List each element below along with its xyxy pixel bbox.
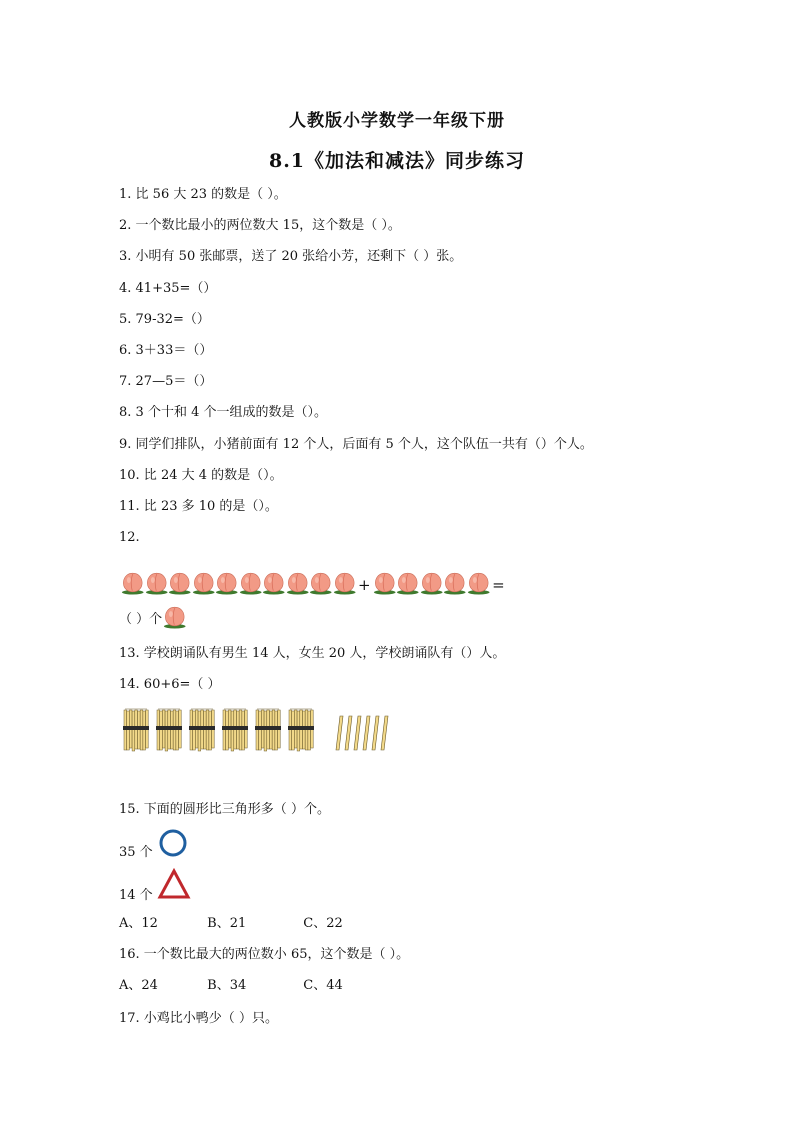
q15-option-b[interactable]: B、21 — [207, 916, 247, 931]
peach-icon — [467, 569, 491, 595]
peach-icon — [121, 569, 145, 595]
worksheet-subtitle: 8.1《加法和减法》同步练习 — [268, 150, 526, 172]
peach-icon — [192, 569, 216, 595]
q12-left-peaches — [121, 569, 356, 595]
peach-icon — [443, 569, 467, 595]
triangle-count-label: 14 个 — [119, 888, 153, 903]
q16-option-b[interactable]: B、34 — [207, 978, 247, 993]
q12-answer-text: （ ）个 — [119, 612, 163, 627]
stick-bundle-icon — [221, 707, 249, 753]
question-3: 3. 小明有 50 张邮票，送了 20 张给小芳，还剩下（ ）张。 — [119, 249, 463, 264]
peach-icon — [309, 569, 333, 595]
circle-icon — [158, 828, 188, 858]
stick-bundle-icon — [287, 707, 315, 753]
q14-stick-bundles — [122, 707, 394, 753]
equals-sign: = — [492, 576, 505, 594]
question-17: 17. 小鸡比小鸭少（ ）只。 — [119, 1011, 278, 1026]
q15-option-a[interactable]: A、12 — [119, 916, 158, 931]
peach-icon — [215, 569, 239, 595]
question-9: 9. 同学们排队，小猪前面有 12 个人，后面有 5 个人，这个队伍一共有（）个人。 — [119, 437, 593, 452]
triangle-icon — [157, 868, 191, 900]
bundle-group — [122, 707, 320, 753]
peach-icon — [262, 569, 286, 595]
q15-option-c[interactable]: C、22 — [303, 916, 343, 931]
peach-icon — [420, 569, 444, 595]
question-15: 15. 下面的圆形比三角形多（ ）个。 — [119, 802, 330, 817]
peach-icon — [168, 569, 192, 595]
question-5: 5. 79-32=（） — [119, 312, 210, 327]
question-16: 16. 一个数比最大的两位数小 65，这个数是（ ）。 — [119, 947, 410, 962]
question-4: 4. 41+35=（） — [119, 281, 217, 296]
circle-count-label: 35 个 — [119, 845, 153, 860]
stick-bundle-icon — [254, 707, 282, 753]
q12-right-peaches — [373, 569, 491, 595]
question-6: 6. 3＋33＝（） — [119, 343, 213, 358]
plus-sign: + — [358, 576, 371, 594]
question-11: 11. 比 23 多 10 的是（）。 — [119, 499, 278, 514]
peach-icon — [333, 569, 357, 595]
question-7: 7. 27—5＝（） — [119, 374, 213, 389]
stick-bundle-icon — [155, 707, 183, 753]
q16-options — [119, 977, 343, 995]
question-8: 8. 3 个十和 4 个一组成的数是（）。 — [119, 405, 327, 420]
question-14: 14. 60+6=（ ） — [119, 677, 221, 692]
peach-icon — [373, 569, 397, 595]
peach-icon — [163, 603, 187, 629]
question-10: 10. 比 24 大 4 的数是（）。 — [119, 468, 283, 483]
stick-bundle-icon — [122, 707, 150, 753]
peach-icon — [145, 569, 169, 595]
q12-answer-line — [119, 603, 187, 629]
peach-icon — [163, 603, 187, 629]
question-13: 13. 学校朗诵队有男生 14 人，女生 20 人，学校朗诵队有（）人。 — [119, 646, 506, 661]
worksheet-title: 人教版小学数学一年级下册 — [289, 111, 505, 131]
peach-icon — [239, 569, 263, 595]
q12-peach-equation — [121, 567, 507, 595]
single-sticks-icon — [330, 713, 394, 753]
peach-icon — [286, 569, 310, 595]
q15-options — [119, 915, 343, 933]
question-2: 2. 一个数比最小的两位数大 15，这个数是（ ）。 — [119, 218, 401, 233]
question-1: 1. 比 56 大 23 的数是（ ）。 — [119, 187, 287, 202]
stick-bundle-icon — [188, 707, 216, 753]
question-12: 12. — [119, 530, 140, 545]
q16-option-c[interactable]: C、44 — [303, 978, 343, 993]
peach-icon — [396, 569, 420, 595]
q16-option-a[interactable]: A、24 — [119, 978, 158, 993]
